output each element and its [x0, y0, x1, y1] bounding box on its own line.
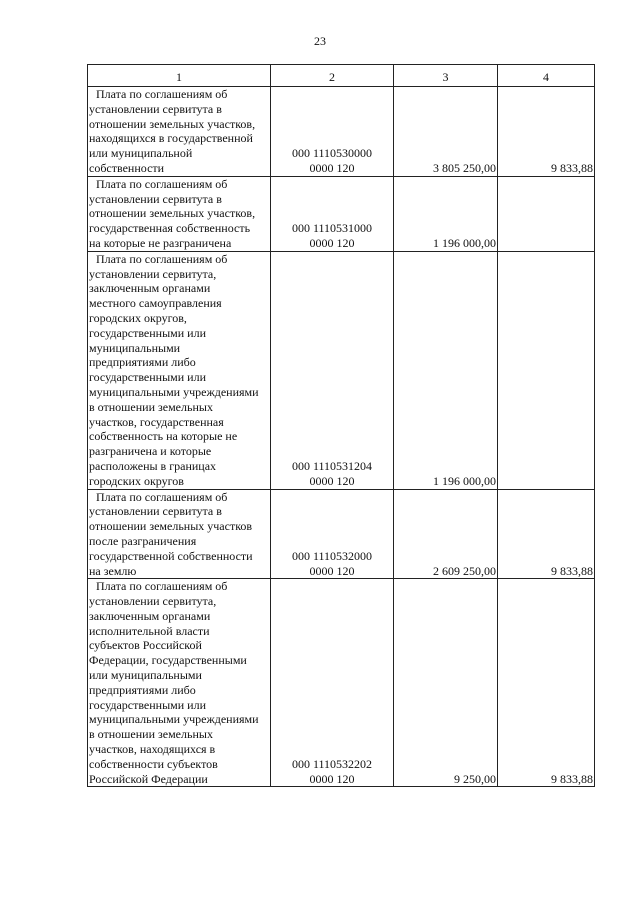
- row-name-line: установлении сервитута,: [89, 266, 217, 281]
- row-col3-value: 1 196 000,00: [394, 176, 498, 251]
- row-code-line: 000 1110530000: [291, 146, 373, 161]
- row-name-line: разграничена и которые: [89, 444, 212, 459]
- row-code-cell: [271, 176, 394, 251]
- header-col-4: 4: [498, 65, 595, 87]
- row-name-line: Плата по соглашениям об: [96, 489, 228, 504]
- row-col3-value: 9 250,00: [394, 579, 498, 787]
- row-name-line: муниципальными: [89, 340, 181, 355]
- row-name-line: расположены в границах: [89, 458, 217, 473]
- table-row: [88, 176, 595, 251]
- row-name-line: Федерации, государственными: [89, 653, 247, 668]
- row-code-line: 0000 120: [309, 160, 355, 175]
- row-name-line: городских округов,: [89, 310, 187, 325]
- row-name-line: предприятиями либо: [89, 682, 196, 697]
- row-name-line: участков, находящихся в: [89, 742, 216, 757]
- row-name-line: Плата по соглашениям об: [96, 251, 228, 266]
- row-col4-value: 9 833,88: [498, 489, 595, 579]
- row-col3-value: 1 196 000,00: [394, 251, 498, 489]
- budget-table: [87, 64, 595, 787]
- row-code-line: 0000 120: [309, 235, 355, 250]
- row-name-line: государственными или: [89, 370, 207, 385]
- row-name-line: в отношении земельных: [89, 727, 213, 742]
- table-row: [88, 87, 595, 177]
- row-name-line: Плата по соглашениям об: [96, 579, 228, 594]
- row-code-line: 0000 120: [309, 771, 355, 786]
- header-col-2: 2: [271, 65, 394, 87]
- row-col4-value: 9 833,88: [498, 87, 595, 177]
- row-name-line: установлении сервитута в: [89, 191, 222, 206]
- row-name-line: собственность на которые не: [89, 429, 238, 444]
- row-name-line: установлении сервитута в: [89, 101, 222, 116]
- row-name-cell: [88, 87, 271, 177]
- row-name-line: в отношении земельных: [89, 399, 213, 414]
- row-name-cell: [88, 251, 271, 489]
- row-name-line: муниципальными учреждениями: [89, 712, 259, 727]
- row-col3-value: 3 805 250,00: [394, 87, 498, 177]
- row-name-line: установлении сервитута,: [89, 594, 217, 609]
- row-code-cell: [271, 489, 394, 579]
- row-name-line: исполнительной власти: [89, 623, 210, 638]
- row-name-line: на землю: [89, 563, 137, 578]
- row-col4-value: 9 833,88: [498, 579, 595, 787]
- row-name-line: находящихся в государственной: [89, 131, 253, 146]
- row-code-cell: [271, 579, 394, 787]
- row-code-line: 0000 120: [309, 473, 355, 488]
- page-number: 23: [314, 34, 326, 48]
- header-col-3: 3: [394, 65, 498, 87]
- row-code-line: 000 1110531204: [291, 458, 373, 473]
- table-row: [88, 579, 595, 787]
- row-name-line: субъектов Российской: [89, 638, 202, 653]
- row-name-line: после разграничения: [89, 533, 197, 548]
- row-name-line: участков, государственная: [89, 414, 224, 429]
- row-code-line: 0000 120: [309, 563, 355, 578]
- row-name-line: Российской Федерации: [89, 771, 208, 786]
- row-col3-value: 2 609 250,00: [394, 489, 498, 579]
- row-code-line: 000 1110532202: [291, 756, 373, 771]
- row-name-line: заключенным органами: [89, 608, 211, 623]
- row-name-line: или муниципальными: [89, 668, 202, 683]
- row-name-line: государственная собственность: [89, 221, 251, 236]
- row-code-line: 000 1110531000: [291, 221, 373, 236]
- row-code-cell: [271, 251, 394, 489]
- row-name-cell: [88, 176, 271, 251]
- table-row: [88, 251, 595, 489]
- row-name-line: или муниципальной: [89, 146, 193, 161]
- row-name-line: отношении земельных участков,: [89, 116, 256, 131]
- row-name-line: городских округов: [89, 473, 184, 488]
- row-name-line: государственной собственности: [89, 548, 253, 563]
- row-name-line: отношении земельных участков: [89, 519, 253, 534]
- row-name-cell: [88, 579, 271, 787]
- header-row: [88, 65, 595, 87]
- row-name-line: на которые не разграничена: [89, 235, 232, 250]
- row-name-line: собственности: [89, 160, 165, 175]
- row-col4-value: [498, 176, 595, 251]
- row-name-line: установлении сервитута в: [89, 504, 222, 519]
- row-name-line: государственными или: [89, 325, 207, 340]
- header-col-1: 1: [88, 65, 271, 87]
- row-name-line: предприятиями либо: [89, 355, 196, 370]
- row-name-line: Плата по соглашениям об: [96, 176, 228, 191]
- row-code-cell: [271, 87, 394, 177]
- row-name-line: муниципальными учреждениями: [89, 384, 259, 399]
- row-name-line: собственности субъектов: [89, 756, 218, 771]
- row-name-line: заключенным органами: [89, 281, 211, 296]
- table-body: [88, 87, 595, 787]
- row-name-line: Плата по соглашениям об: [96, 87, 228, 101]
- row-name-line: государственными или: [89, 697, 207, 712]
- row-col4-value: [498, 251, 595, 489]
- table-row: [88, 489, 595, 579]
- row-name-line: местного самоуправления: [89, 296, 222, 311]
- row-name-cell: [88, 489, 271, 579]
- row-code-line: 000 1110532000: [291, 548, 373, 563]
- row-name-line: отношении земельных участков,: [89, 206, 256, 221]
